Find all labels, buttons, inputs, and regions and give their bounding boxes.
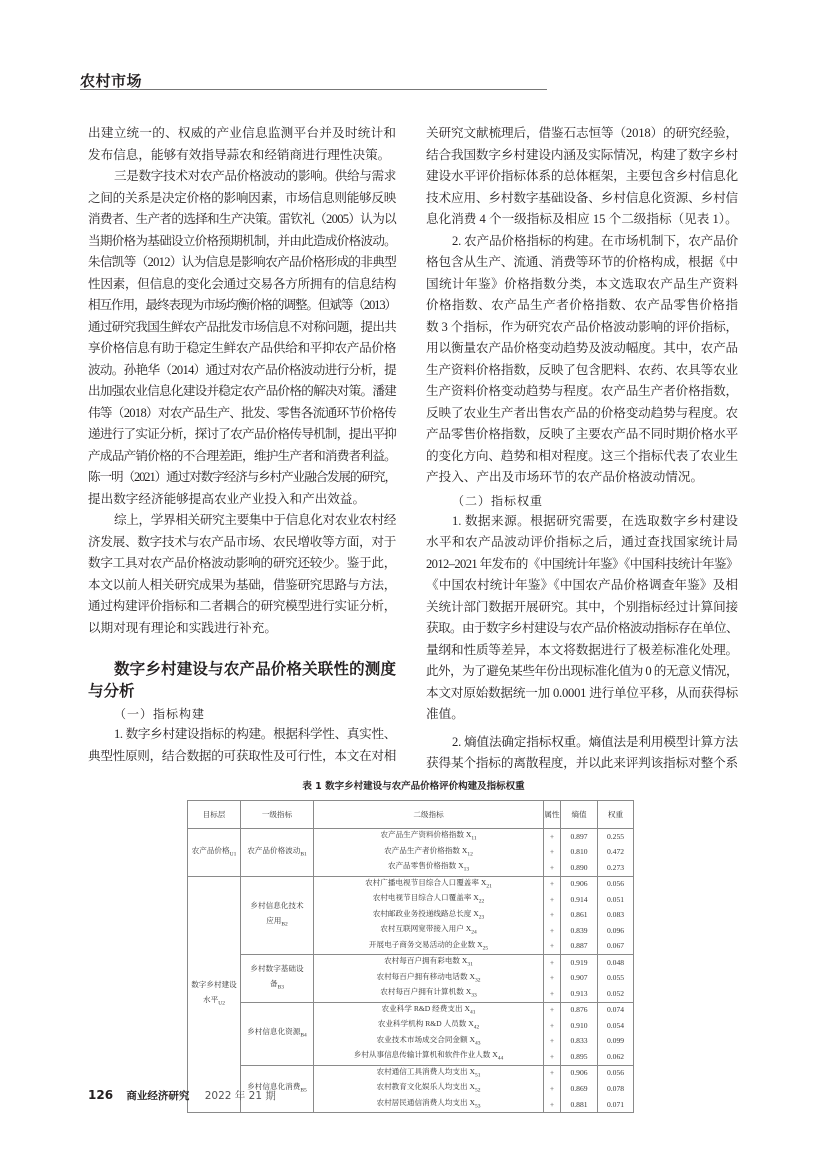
cell-text: 农业科学机构 R&D 人员数 X xyxy=(377,1019,474,1029)
secondary-indicator-cell xyxy=(314,1034,544,1050)
section-heading xyxy=(88,658,396,702)
attribute-cell: + xyxy=(544,829,561,845)
paragraph xyxy=(426,732,738,775)
attribute-cell: + xyxy=(544,908,561,924)
subscript: 44 xyxy=(497,1055,504,1062)
text-line: 技术应用、乡村数字基础设备、乡村信息化资源、乡村信 xyxy=(426,190,738,205)
secondary-indicator-cell xyxy=(314,986,544,1002)
entropy-cell: 0.839 xyxy=(561,923,598,939)
weight-cell: 0.048 xyxy=(598,955,634,971)
table-header-cell: 权重 xyxy=(598,801,634,829)
text-line: 发布信息，能够有效指导蒜农和经销商进行理性决策。 xyxy=(88,147,391,162)
subscript: 41 xyxy=(469,1009,476,1016)
target-cell xyxy=(188,876,241,1113)
subscript: U2 xyxy=(218,1000,225,1007)
paragraph xyxy=(426,123,738,231)
entropy-cell: 0.910 xyxy=(561,1018,598,1034)
weight-cell: 0.083 xyxy=(598,908,634,924)
page-footer xyxy=(88,1088,276,1103)
text-line: 产投入、产出及市场环节的农产品价格波动情况。 xyxy=(426,470,704,484)
text-line: 产品零售价格指数，反映了主要农产品不同时期价格水平 xyxy=(426,427,738,441)
attribute-cell: + xyxy=(544,892,561,908)
subscript: B4 xyxy=(300,1032,307,1039)
cell-text: 农村每百户拥有彩电数 X xyxy=(384,956,468,966)
text-line: 关研究文献梳理后，借鉴石志恒等（2018）的研究经验， xyxy=(426,126,738,140)
attribute-cell: + xyxy=(544,1018,561,1034)
cell-text: 农村广播电视节目综合人口覆盖率 X xyxy=(365,877,487,887)
issue-label: 2022 年 21 期 xyxy=(204,1090,276,1102)
indicator-weight-table xyxy=(187,800,634,1113)
weight-cell: 0.051 xyxy=(598,892,634,908)
secondary-indicator-cell xyxy=(314,1018,544,1034)
table-header-cell: 目标层 xyxy=(188,801,241,829)
left-column xyxy=(88,123,396,767)
text-line: 本文对原始数据统一加 0.0001 进行单位平移，从而获得标 xyxy=(426,685,738,700)
entropy-cell: 0.881 xyxy=(561,1097,598,1113)
weight-cell: 0.255 xyxy=(598,829,634,845)
secondary-indicator-cell xyxy=(314,1002,544,1018)
weight-cell: 0.054 xyxy=(598,1018,634,1034)
attribute-cell: + xyxy=(544,955,561,971)
text-line: 价格指数、农产品生产者价格指数、农产品零售价格指 xyxy=(426,298,738,312)
page-number: 126 xyxy=(88,1088,114,1102)
text-line: 《中国农村统计年鉴》《中国农产品价格调查年鉴》及相 xyxy=(426,578,738,592)
subscript: 31 xyxy=(467,961,473,968)
entropy-cell: 0.890 xyxy=(561,860,598,876)
subscript: B2 xyxy=(281,921,288,928)
cell-text: 农村互联网宽带接入用户 X xyxy=(380,924,472,934)
text-line: 生产资料价格变动趋势与程度。农产品生产者价格指数， xyxy=(426,384,738,398)
primary-indicator-cell xyxy=(241,876,314,955)
subscript: B5 xyxy=(300,1087,307,1094)
text-line: 2. 农产品价格指标的构建。在市场机制下，农产品价 xyxy=(452,233,738,248)
subscript: 53 xyxy=(475,1103,481,1110)
heading-line: 数字乡村建设与农产品价格关联性的测度 xyxy=(114,660,396,678)
cell-text: 农村每百户拥有计算机数 X xyxy=(380,987,472,997)
cell-text: 农产品生产资料价格指数 X xyxy=(380,830,472,839)
text-line: 提出数字经济能够提高农业产业投入和产出效益。 xyxy=(88,491,366,506)
subscript: 32 xyxy=(475,977,481,984)
text-line: 关统计部门数据开展研究。其中，个别指标经过计算间接 xyxy=(426,599,738,614)
entropy-cell: 0.895 xyxy=(561,1049,598,1065)
text-line: 济发展、数字技术与农产品市场、农民增收等方面，对于 xyxy=(88,534,396,549)
journal-name: 商业经济研究 xyxy=(126,1090,190,1102)
table-row xyxy=(188,955,634,971)
attribute-cell: + xyxy=(544,1081,561,1097)
attribute-cell: + xyxy=(544,876,561,892)
subheading: （一）指标构建 xyxy=(114,707,206,721)
weight-cell: 0.074 xyxy=(598,1002,634,1018)
primary-indicator-cell xyxy=(241,1002,314,1065)
text-line: 反映了农业生产者出售农产品的价格变动趋势与程度。农 xyxy=(426,405,738,420)
text-line: 息化消费 4 个一级指标及相应 15 个二级指标（见表 1）。 xyxy=(426,212,738,226)
attribute-cell: + xyxy=(544,986,561,1002)
text-line: 国统计年鉴》价格指数分类，本文选取农产品生产资料 xyxy=(426,276,738,291)
text-line: 出加强农业信息化建设并稳定农产品价格的解决对策。潘建 xyxy=(88,384,396,398)
text-line: 生产资料价格指数，反映了包含肥料、农药、农具等农业 xyxy=(426,362,738,377)
subscript: 11 xyxy=(471,835,477,842)
table-header-row xyxy=(188,801,634,829)
entropy-cell: 0.906 xyxy=(561,1065,598,1081)
text-line: 以期对现有理论和实践进行补充。 xyxy=(88,620,277,635)
attribute-cell: + xyxy=(544,860,561,876)
text-line: 综上，学界相关研究主要集中于信息化对农业农村经 xyxy=(114,513,396,527)
attribute-cell: + xyxy=(544,1065,561,1081)
secondary-indicator-cell xyxy=(314,1081,544,1097)
table-header-cell: 属性 xyxy=(544,801,561,829)
attribute-cell: + xyxy=(544,1034,561,1050)
text-line: 陈一明（2021）通过对数字经济与乡村产业融合发展的研究， xyxy=(88,470,396,484)
secondary-indicator-cell xyxy=(314,908,544,924)
cell-text: 乡村信息化技术应用 xyxy=(250,901,304,926)
text-line: 伟等（2018）对农产品生产、批发、零售各流通环节价格传 xyxy=(88,405,396,420)
paragraph xyxy=(88,123,396,166)
entropy-cell: 0.919 xyxy=(561,955,598,971)
entropy-cell: 0.833 xyxy=(561,1034,598,1050)
subscript: 25 xyxy=(482,945,489,952)
subscript: 24 xyxy=(471,929,477,936)
target-cell xyxy=(188,829,241,877)
cell-text: 农村每百户拥有移动电话数 X xyxy=(376,971,475,981)
table-row xyxy=(188,1002,634,1018)
subscript: 42 xyxy=(473,1024,480,1031)
subscript: 43 xyxy=(475,1040,481,1047)
subheading: （二）指标权重 xyxy=(452,493,544,508)
section-title: 农村市场 xyxy=(80,72,143,90)
table-header-cell: 二级指标 xyxy=(314,801,544,829)
paragraph xyxy=(88,166,396,510)
text-line: 本文以前人相关研究成果为基础，借鉴研究思路与方法， xyxy=(88,577,396,592)
secondary-indicator-cell xyxy=(314,971,544,987)
text-line: 1. 数据来源。根据研究需要，在选取数字乡村建设 xyxy=(452,513,738,528)
subscript: 52 xyxy=(475,1087,481,1094)
subscript: B1 xyxy=(300,851,307,858)
text-line: 朱信凯等（2012）认为信息是影响农产品价格形成的非典型 xyxy=(88,255,396,269)
text-line: 波动。孙艳华（2014）通过对农产品价格波动进行分析，提 xyxy=(88,362,396,377)
text-line: 获得某个指标的离散程度，并以此来评判该指标对整个系 xyxy=(426,756,738,770)
cell-text: 农产品生产者价格指数 X xyxy=(384,845,468,855)
attribute-cell: + xyxy=(544,923,561,939)
secondary-indicator-cell xyxy=(314,829,544,845)
subscript: U1 xyxy=(229,851,237,858)
weight-cell: 0.078 xyxy=(598,1081,634,1097)
attribute-cell: + xyxy=(544,1002,561,1018)
entropy-cell: 0.869 xyxy=(561,1081,598,1097)
cell-text: 开展电子商务交易活动的企业数 X xyxy=(368,939,483,949)
text-line: 通过研究我国生鲜农产品批发市场信息不对称问题，提出共 xyxy=(88,319,396,334)
text-line: 用以衡量农产品价格变动趋势及波动幅度。其中，农产品 xyxy=(426,341,738,355)
secondary-indicator-cell xyxy=(314,955,544,971)
cell-text: 农村居民通信消费人均支出 X xyxy=(376,1097,475,1107)
entropy-cell: 0.861 xyxy=(561,908,598,924)
text-line: 准值。 xyxy=(426,707,464,721)
text-line: 1. 数字乡村建设指标的构建。根据科学性、真实性、 xyxy=(114,727,396,741)
paragraph xyxy=(88,724,396,767)
weight-cell: 0.096 xyxy=(598,923,634,939)
text-line: 数 3 个指标，作为研究农产品价格波动影响的评价指标， xyxy=(426,319,738,334)
weight-cell: 0.273 xyxy=(598,860,634,876)
secondary-indicator-cell xyxy=(314,845,544,861)
text-line: 结合我国数字乡村建设内涵及实际情况，构建了数字乡村 xyxy=(426,147,738,162)
text-line: 量纲和性质等差异，本文将数据进行了极差标准化处理。 xyxy=(426,642,738,657)
subscript: 13 xyxy=(463,866,470,873)
secondary-indicator-cell xyxy=(314,939,544,955)
cell-text: 乡村从事信息传输计算机和软件作业人数 X xyxy=(353,1050,498,1060)
entropy-cell: 0.914 xyxy=(561,892,598,908)
cell-text: 乡村数字基础设备 xyxy=(250,964,304,989)
text-line: 递进行了实证分析，探讨了农产品价格传导机制，提出平抑 xyxy=(88,427,396,441)
paragraph xyxy=(88,510,396,639)
attribute-cell: + xyxy=(544,939,561,955)
table-row xyxy=(188,829,634,845)
entropy-cell: 0.876 xyxy=(561,1002,598,1018)
weight-cell: 0.472 xyxy=(598,845,634,861)
text-line: 三是数字技术对农产品价格波动的影响。供给与需求 xyxy=(114,169,396,183)
cell-text: 农业技术市场成交合同金额 X xyxy=(376,1034,475,1044)
weight-cell: 0.071 xyxy=(598,1097,634,1113)
subscript: 12 xyxy=(467,851,473,858)
cell-text: 数字乡村建设水平 xyxy=(191,980,237,1005)
subscript: 21 xyxy=(486,883,492,890)
text-line: 出建立统一的、权威的产业信息监测平台并及时统计和 xyxy=(88,126,396,140)
text-line: 数字工具对农产品价格波动影响的研究还较少。鉴于此， xyxy=(88,556,396,570)
entropy-cell: 0.897 xyxy=(561,829,598,845)
primary-indicator-cell xyxy=(241,955,314,1003)
entropy-cell: 0.907 xyxy=(561,971,598,987)
cell-text: 农村教育文化娱乐人均支出 X xyxy=(376,1082,475,1092)
heading-line: 与分析 xyxy=(88,682,135,700)
paragraph xyxy=(426,231,738,489)
text-line: 建设水平评价指标体系的总体框架，主要包含乡村信息化 xyxy=(426,169,738,183)
text-line: 获取。由于数字乡村建设与农产品价格波动指标存在单位、 xyxy=(426,621,738,635)
header-rule xyxy=(80,89,547,90)
table-row xyxy=(188,876,634,892)
text-line: 消费者、生产者的选择和生产决策。雷钦礼（2005）认为以 xyxy=(88,212,396,226)
cell-text: 农产品价格 xyxy=(191,845,230,855)
cell-text: 农村电视节目综合人口覆盖率 X xyxy=(372,893,479,903)
entropy-cell: 0.887 xyxy=(561,939,598,955)
weight-cell: 0.056 xyxy=(598,876,634,892)
weight-cell: 0.062 xyxy=(598,1049,634,1065)
table-header-cell: 一级指标 xyxy=(241,801,314,829)
secondary-indicator-cell xyxy=(314,1049,544,1065)
cell-text: 农村邮政业务投递线路总长度 X xyxy=(372,908,479,918)
entropy-cell: 0.906 xyxy=(561,876,598,892)
text-line: 当期价格为基础设立价格预期机制，并由此造成价格波动。 xyxy=(88,233,396,248)
cell-text: 农产品价格波动 xyxy=(247,845,301,855)
weight-cell: 0.056 xyxy=(598,1065,634,1081)
entropy-cell: 0.913 xyxy=(561,986,598,1002)
attribute-cell: + xyxy=(544,845,561,861)
cell-text: 农业科学 R&D 经费支出 X xyxy=(381,1003,470,1013)
text-line: 的变化方向、趋势和相对程度。这三个指标代表了农业生 xyxy=(426,448,738,463)
subscript: 22 xyxy=(478,898,485,905)
cell-text: 农村通信工具消费人均支出 X xyxy=(376,1066,475,1076)
weight-cell: 0.052 xyxy=(598,986,634,1002)
weight-cell: 0.067 xyxy=(598,939,634,955)
weight-cell: 0.055 xyxy=(598,971,634,987)
text-line: 此外，为了避免某些年份出现标准化值为 0 的无意义情况， xyxy=(426,664,738,678)
text-line: 相互作用，最终表现为市场均衡价格的调整。但斌等（2013） xyxy=(88,298,396,312)
cell-text: 农产品零售价格指数 X xyxy=(387,861,464,871)
secondary-indicator-cell xyxy=(314,1097,544,1113)
entropy-cell: 0.810 xyxy=(561,845,598,861)
text-line: 享价格信息有助于稳定生鲜农产品供给和平抑农产品价格 xyxy=(88,341,396,355)
weight-cell: 0.099 xyxy=(598,1034,634,1050)
paragraph xyxy=(426,511,738,726)
text-line: 2. 熵值法确定指标权重。熵值法是利用模型计算方法 xyxy=(452,734,738,749)
subscript: 51 xyxy=(475,1072,481,1079)
attribute-cell: + xyxy=(544,1097,561,1113)
text-line: 产成品产销价格的不合理差距，维护生产者和消费者利益。 xyxy=(88,448,396,463)
attribute-cell: + xyxy=(544,1049,561,1065)
text-line: 性因素，但信息的变化会通过交易各方所拥有的信息结构 xyxy=(88,276,396,291)
table-row xyxy=(188,1065,634,1081)
table-title: 表 1 数字乡村建设与农产品价格评价构建及指标权重 xyxy=(302,781,525,792)
primary-indicator-cell xyxy=(241,829,314,877)
text-line: 格包含从生产、流通、消费等环节的价格构成，根据《中 xyxy=(426,255,738,269)
subscript: B3 xyxy=(277,984,284,991)
right-column xyxy=(426,123,738,775)
text-line: 水平和农产品波动评价指标之后，通过查找国家统计局 xyxy=(426,535,738,549)
attribute-cell: + xyxy=(544,971,561,987)
secondary-indicator-cell xyxy=(314,860,544,876)
text-line: 通过构建评价指标和二者耦合的研究模型进行实证分析， xyxy=(88,599,396,613)
text-line: 之间的关系是决定价格的影响因素，市场信息则能够反映 xyxy=(88,190,396,205)
secondary-indicator-cell xyxy=(314,923,544,939)
cell-text: 乡村信息化资源 xyxy=(247,1026,301,1036)
secondary-indicator-cell xyxy=(314,892,544,908)
table-header-cell: 熵值 xyxy=(561,801,598,829)
cell-text: 乡村信息化消费 xyxy=(247,1082,301,1092)
text-line: 2012–2021 年发布的《中国统计年鉴》《中国科技统计年鉴》 xyxy=(426,556,738,571)
secondary-indicator-cell xyxy=(314,1065,544,1081)
secondary-indicator-cell xyxy=(314,876,544,892)
subscript: 33 xyxy=(471,992,477,999)
text-line: 典型性原则，结合数据的可获取性及可行性，本文在对相 xyxy=(88,748,396,763)
subscript: 23 xyxy=(478,914,485,921)
